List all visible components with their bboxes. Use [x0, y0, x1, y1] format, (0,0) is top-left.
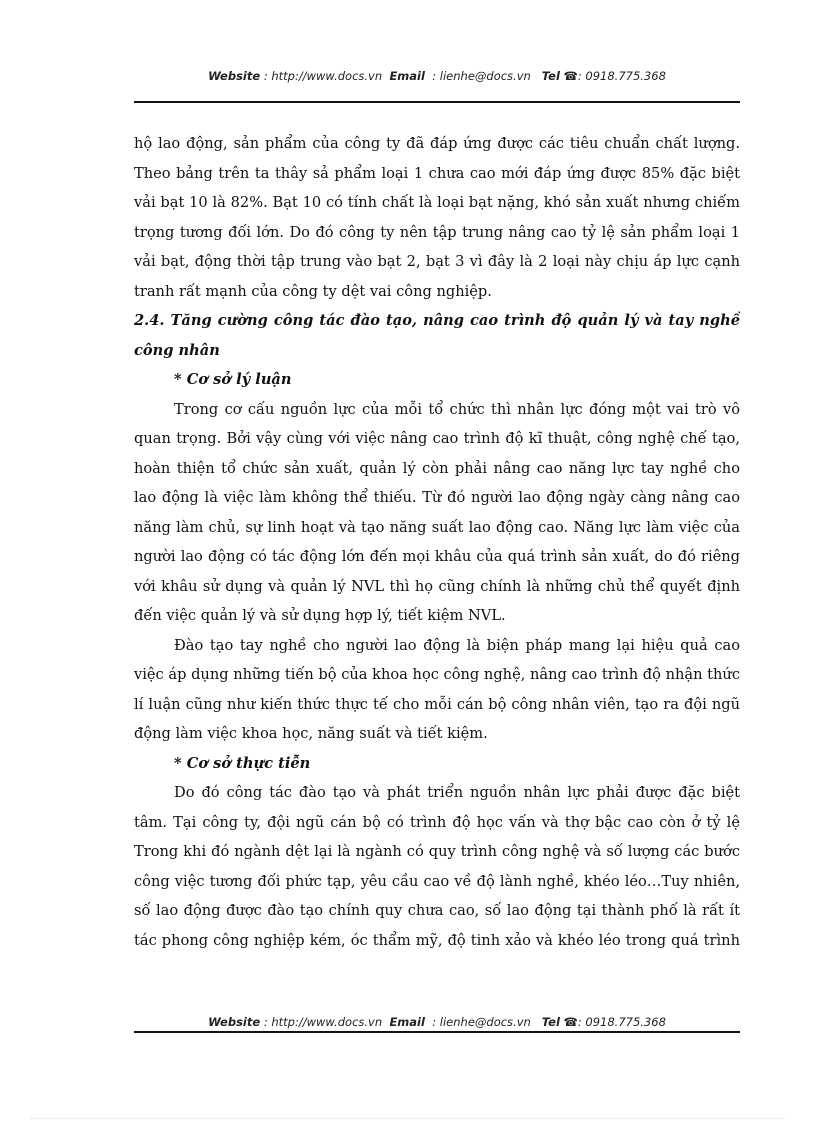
footer-email-value[interactable]: : lienhe@docs.vn — [432, 1015, 531, 1029]
text-line: Trong khi đó ngành dệt lại là ngành có quy trình công nghệ và số lượng các bước — [134, 843, 740, 860]
footer-website-url[interactable]: : http://www.docs.vn — [263, 1015, 383, 1029]
section-heading-cont: công nhân — [134, 341, 220, 359]
footer-divider — [134, 1031, 740, 1033]
header-tel-label: Tel — [541, 69, 560, 83]
text-line: số lao động được đào tạo chính quy chưa cao, số lao động tại thành phố là rất ít — [134, 902, 740, 919]
text-line: hoàn thiện tổ chức sản xuất, quản lý còn phải nâng cao năng lực tay nghề cho — [134, 459, 740, 477]
page-footer — [134, 1015, 740, 1029]
text-line: năng làm chủ, sự linh hoạt và tạo năng suất lao động cao. Năng lực làm việc của — [134, 518, 740, 536]
header-email-label: Email — [389, 69, 425, 83]
document-body — [134, 129, 740, 955]
text-line: với khâu sử dụng và quản lý NVL thì họ cũng chính là những chủ thể quyết định — [134, 577, 740, 595]
page-header — [134, 69, 740, 83]
text-line: người lao động có tác động lớn đến mọi khâu của quá trình sản xuất, do đó riêng — [134, 548, 740, 565]
text-line: Trong cơ cấu nguồn lực của mỗi tổ chức thì nhân lực đóng một vai trò vô — [174, 400, 740, 418]
text-line: công việc tương đối phức tạp, yêu cầu cao về độ lành nghề, khéo léo…Tuy nhiên, — [134, 872, 740, 890]
header-divider — [134, 101, 740, 103]
subheading-theory: * Cơ sở lý luận — [174, 371, 292, 388]
header-email-value[interactable]: : lienhe@docs.vn — [432, 69, 531, 83]
text-line: việc áp dụng những tiến bộ của khoa học công nghệ, nâng cao trình độ nhận thức — [134, 666, 740, 683]
text-line: đến việc quản lý và sử dụng hợp lý, tiết kiệm NVL. — [134, 607, 506, 624]
text-line: Đào tạo tay nghề cho người lao động là biện pháp mang lại hiệu quả cao — [174, 636, 740, 654]
header-website-url[interactable]: : http://www.docs.vn — [263, 69, 383, 83]
text-line: Theo bảng trên ta thây sả phẩm loại 1 chưa cao mới đáp ứng được 85% đặc biệt — [134, 164, 740, 182]
page-edge-divider — [30, 1118, 786, 1119]
text-line: vải bạt 10 là 82%. Bạt 10 có tính chất là loại bạt nặng, khó sản xuất nhưng chiếm — [134, 194, 740, 211]
text-line: Do đó công tác đào tạo và phát triển nguồn nhân lực phải được đặc biệt — [174, 784, 740, 801]
section-heading: 2.4. Tăng cường công tác đào tạo, nâng cao trình độ quản lý và tay nghề — [134, 312, 740, 329]
text-line: lí luận cũng như kiến thức thực tế cho mỗi cán bộ công nhân viên, tạo ra đội ngũ — [134, 695, 740, 713]
footer-email-label: Email — [389, 1015, 425, 1029]
text-line: vải bạt, động thời tập trung vào bạt 2, bạt 3 vì đây là 2 loại này chịu áp lực cạnh — [134, 253, 740, 270]
text-line: động làm việc khoa học, năng suất và tiết kiệm. — [134, 725, 488, 742]
text-line: lao động là việc làm không thể thiếu. Từ đó người lao động ngày càng nâng cao — [134, 489, 740, 506]
header-website-label: Website — [208, 69, 261, 83]
text-line: hộ lao động, sản phẩm của công ty đã đáp ứng được các tiêu chuẩn chất lượng. — [134, 135, 740, 152]
text-line: tranh rất mạnh của công ty dệt vai công nghiệp. — [134, 282, 492, 300]
phone-icon: ☎ — [563, 1015, 578, 1029]
text-line: tâm. Tại công ty, đội ngũ cán bộ có trình độ học vấn và thợ bậc cao còn ở tỷ lệ — [134, 813, 740, 831]
footer-tel-value: : 0918.775.368 — [577, 1015, 666, 1029]
text-line: trọng tương đối lớn. Do đó công ty nên tập trung nâng cao tỷ lệ sản phẩm loại 1 — [134, 223, 740, 241]
phone-icon: ☎ — [563, 69, 578, 83]
header-tel-value: : 0918.775.368 — [577, 69, 666, 83]
text-line: tác phong công nghiệp kém, óc thẩm mỹ, độ tinh xảo và khéo léo trong quá trình — [134, 931, 740, 949]
footer-website-label: Website — [208, 1015, 261, 1029]
text-line: quan trọng. Bởi vậy cùng với việc nâng cao trình độ kĩ thuật, công nghệ chế tạo, — [134, 430, 740, 447]
subheading-practice: * Cơ sở thực tiễn — [174, 754, 311, 772]
footer-tel-label: Tel — [541, 1015, 560, 1029]
